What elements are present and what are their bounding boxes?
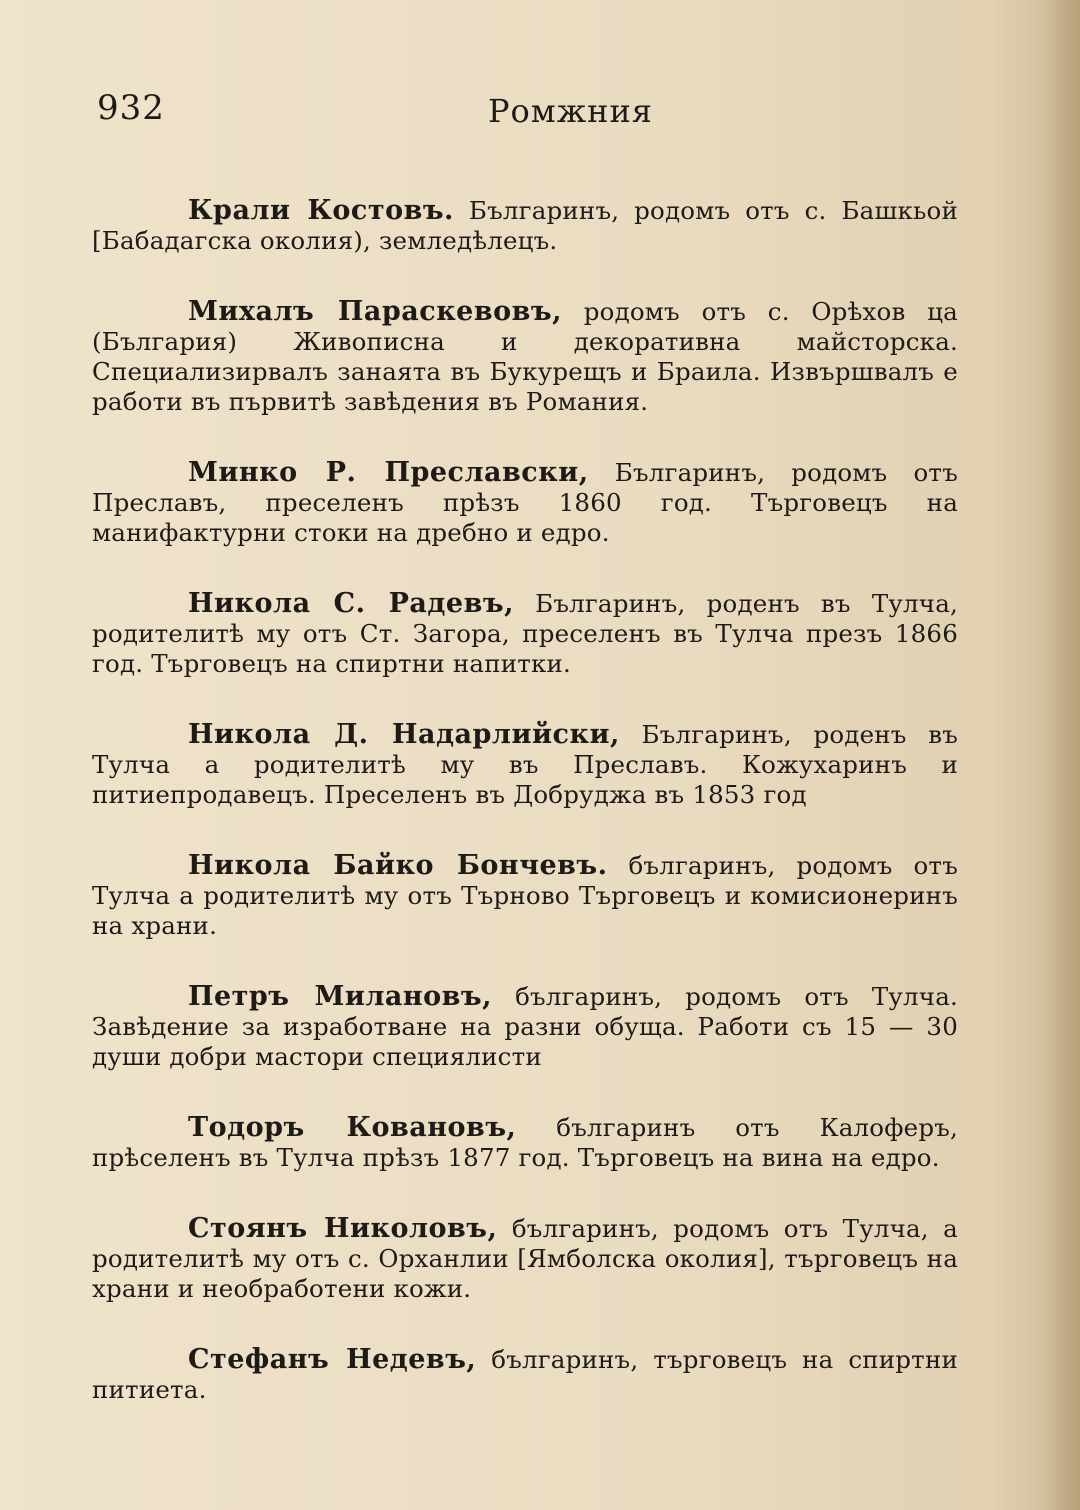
entry-nikola-bonchev xyxy=(92,851,958,941)
entry-text: българинъ отъ Калоферъ, прѣселенъ въ Тулча прѣзъ 1877 год. Търговецъ на вина на едро. xyxy=(92,1113,958,1172)
page-number: 932 xyxy=(97,88,165,128)
entry-name: Михалъ Параскевовъ, xyxy=(188,296,563,327)
entry-text: Българинъ, роденъ въ Тулча а родителитѣ му въ Преславъ. Кожухаринъ и питиепродавецъ. Преселенъ въ Добруджа въ 1853 год xyxy=(92,720,958,809)
entry-name: Стоянъ Николовъ, xyxy=(188,1213,498,1244)
entry-list xyxy=(92,196,958,1446)
entry-name: Тодоръ Ковановъ, xyxy=(188,1112,517,1143)
entry-text: Българинъ, родомъ отъ Преславъ, преселенъ прѣзъ 1860 год. Търговецъ на манифактурни стоки на дребно и едро. xyxy=(92,458,958,547)
entry-stoyan-nikolov xyxy=(92,1214,958,1304)
entry-name: Никола Байко Бончевъ. xyxy=(188,850,608,881)
entry-name: Никола Д. Надарлийски, xyxy=(188,719,620,750)
entry-text: българинъ, родомъ отъ Тулча. Завѣдение за изработване на разни обуща. Работи съ 15 — 30 души добри мастори специялисти xyxy=(92,982,958,1071)
entry-krali-kostov xyxy=(92,196,958,256)
entry-text: българинъ, търговецъ на спиртни питиета. xyxy=(92,1345,958,1404)
entry-text: българинъ, родомъ отъ Тулча, а родителитѣ му отъ с. Орханлии [Ямболска околия], търговецъ на храни и необработени кожи. xyxy=(92,1214,958,1303)
entry-name: Никола С. Радевъ, xyxy=(188,588,514,619)
entry-name: Петръ Милановъ, xyxy=(188,981,493,1012)
entry-mihal-paraskevov xyxy=(92,297,958,417)
entry-text: Българинъ, родомъ отъ с. Башкьой [Бабадагска околия), земледѣлецъ. xyxy=(92,196,958,255)
entry-nikola-nadarliyski xyxy=(92,720,958,810)
entry-text: родомъ отъ с. Орѣхов ца (България) Живописна и декоративна майсторска. Специализирвалъ занаята въ Букурещъ и Браила. Извършвалъ е работи въ първитѣ завѣдения въ Романия. xyxy=(92,297,958,416)
entry-name: Стефанъ Недевъ, xyxy=(188,1344,477,1375)
entry-name: Крали Костовъ. xyxy=(188,195,454,226)
entry-petr-milanov xyxy=(92,982,958,1072)
entry-text: Българинъ, роденъ въ Тулча, родителитѣ му отъ Ст. Загора, преселенъ въ Тулча презъ 1866 год. Търговецъ на спиртни напитки. xyxy=(92,589,958,678)
entry-stefan-nedev xyxy=(92,1345,958,1405)
entry-name: Минко Р. Преславски, xyxy=(188,457,589,488)
entry-minko-preslavski xyxy=(92,458,958,548)
entry-todor-kovanov xyxy=(92,1113,958,1173)
entry-text: българинъ, родомъ отъ Тулча а родителитѣ му отъ Търново Търговецъ и комисионеринъ на храни. xyxy=(92,851,958,940)
page-edge-shadow xyxy=(1042,0,1080,1510)
running-head: Ромжния xyxy=(488,92,653,130)
entry-nikola-radev xyxy=(92,589,958,679)
